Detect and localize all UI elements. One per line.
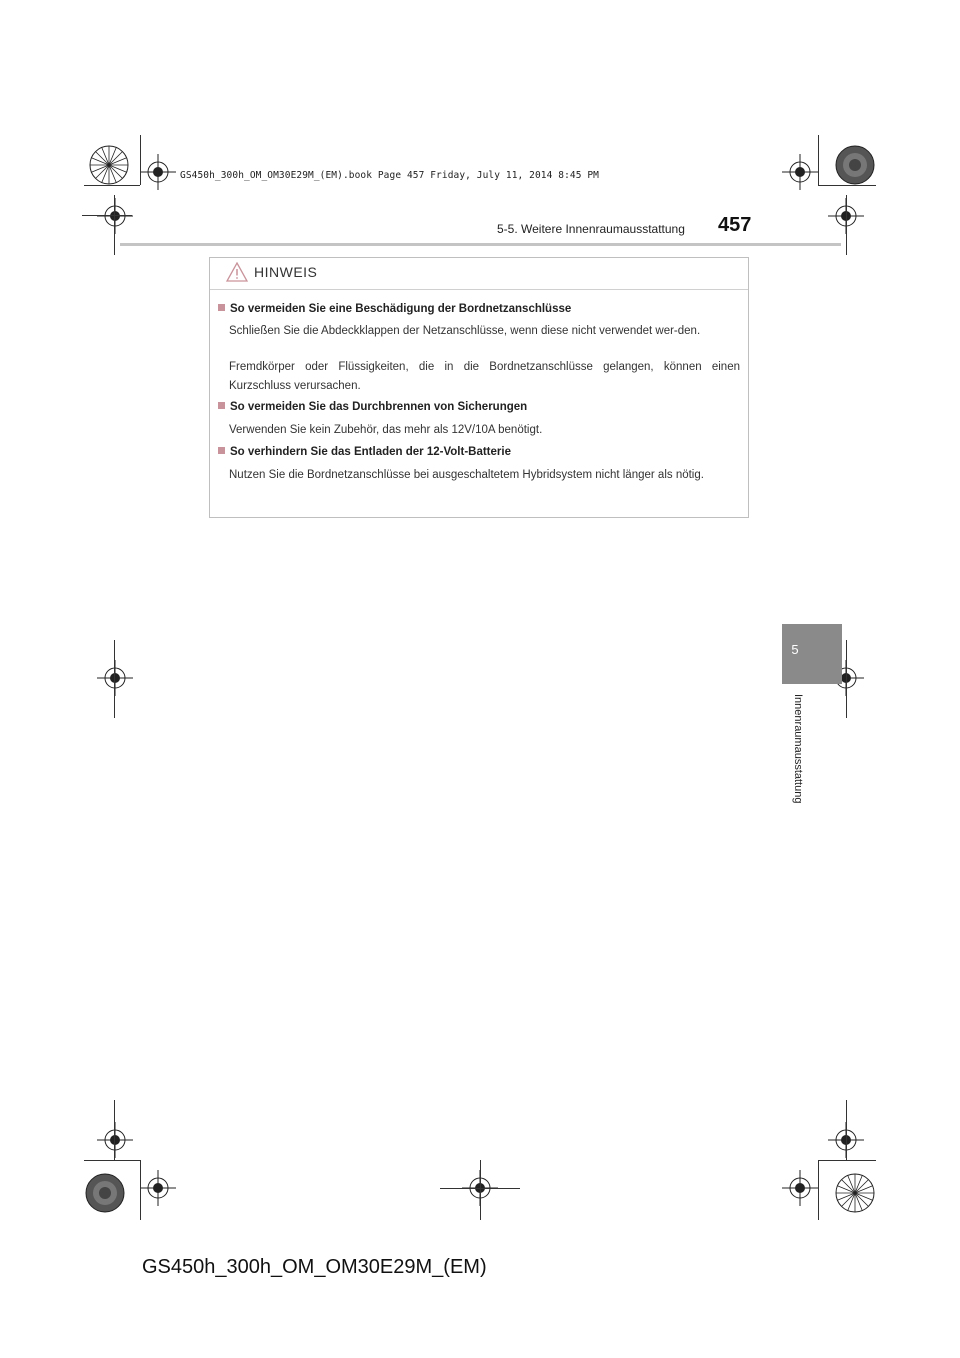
book-info-line: GS450h_300h_OM_OM30E29M_(EM).book Page 457 Friday, July 11, 2014 8:45 PM [180,170,600,181]
notice-title: HINWEIS [254,264,318,280]
bullet-square-icon [218,447,225,454]
bullet-square-icon [218,304,225,311]
crosshair-icon [97,198,133,234]
crosshair-icon [140,154,176,190]
registration-dark-wheel-icon [830,140,880,190]
chapter-number: 5 [791,642,799,657]
crosshair-icon [140,1170,176,1206]
crosshair-icon [97,660,133,696]
notice-item-heading: So verhindern Sie das Entladen der 12-Volt-Batterie [218,446,511,458]
header-rule [120,243,841,246]
notice-item-heading: So vermeiden Sie eine Beschädigung der Bordnetzanschlüsse [218,303,571,315]
crosshair-icon [782,154,818,190]
registration-wheel-icon [84,140,134,190]
registration-wheel-icon [830,1168,880,1218]
chapter-label: Innenraumausstattung [792,694,804,804]
page-number: 457 [718,214,752,236]
notice-item-paragraph: Schließen Sie die Abdeckklappen der Netzanschlüsse, wenn diese nicht verwendet wer-den. [229,325,701,337]
warning-triangle-icon [226,262,248,282]
document-code: GS450h_300h_OM_OM30E29M_(EM) [142,1256,487,1278]
notice-box [209,257,749,518]
chapter-tab [782,624,842,684]
notice-item-heading: So vermeiden Sie das Durchbrennen von Sicherungen [218,401,527,413]
notice-item-paragraph: Fremdkörper oder Flüssigkeiten, die in die Bordnetzanschlüsse gelangen, können einen Kurzschluss verursachen. [229,361,740,392]
notice-header [210,258,748,290]
section-title: 5-5. Weitere Innenraumausstattung [497,222,685,236]
notice-item-paragraph: Verwenden Sie kein Zubehör, das mehr als 12V/10A benötigt. [229,424,543,436]
crosshair-icon [97,1122,133,1158]
bullet-square-icon [218,402,225,409]
registration-dark-wheel-icon [80,1168,130,1218]
notice-item-paragraph: Nutzen Sie die Bordnetzanschlüsse bei ausgeschaltetem Hybridsystem nicht länger als nötig. [229,469,704,481]
crosshair-icon [782,1170,818,1206]
